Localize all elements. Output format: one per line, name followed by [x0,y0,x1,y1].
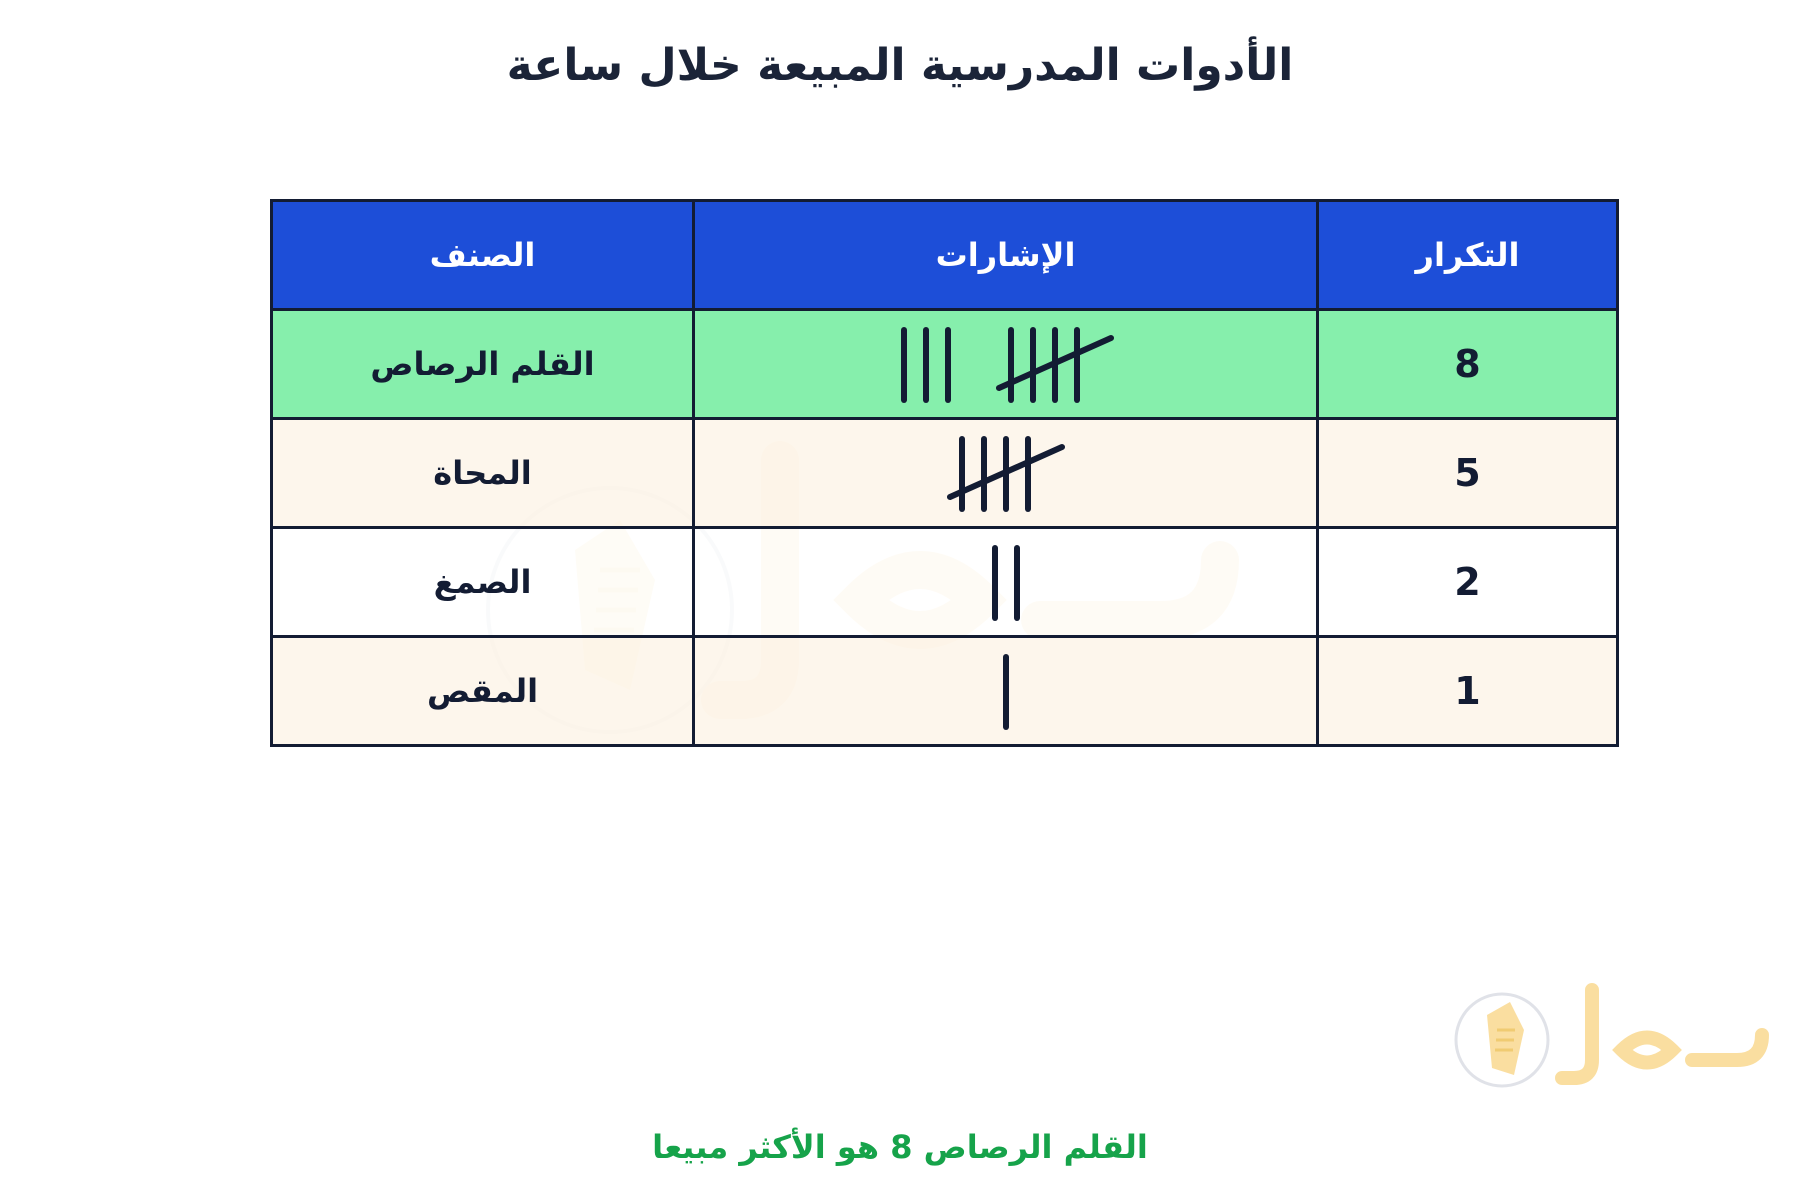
table-row [272,637,1618,746]
row-count: 5 [1318,419,1618,528]
row-category: المقص [272,637,694,746]
row-count: 2 [1318,528,1618,637]
table-row [272,528,1618,637]
brand-logo [1452,980,1772,1100]
row-tally [694,528,1318,637]
tally-marks [986,532,1026,632]
row-count: 8 [1318,310,1618,419]
row-count: 1 [1318,637,1618,746]
table-header-row [272,201,1618,310]
header-repetition: التكرار [1318,201,1618,310]
row-tally [694,419,1318,528]
table-row [272,419,1618,528]
tally-marks [895,314,1117,414]
row-tally [694,310,1318,419]
row-tally [694,637,1318,746]
tally-marks [944,423,1068,523]
page-title: الأدوات المدرسية المبيعة خلال ساعة [506,40,1294,91]
row-category: المحاة [272,419,694,528]
header-tally: الإشارات [694,201,1318,310]
header-category: الصنف [272,201,694,310]
row-category: الصمغ [272,528,694,637]
tally-marks [997,641,1015,741]
frequency-table [270,199,1619,747]
table-row [272,310,1618,419]
row-category: القلم الرصاص [272,310,694,419]
conclusion-text: القلم الرصاص 8 هو الأكثر مبيعا [652,1128,1148,1166]
